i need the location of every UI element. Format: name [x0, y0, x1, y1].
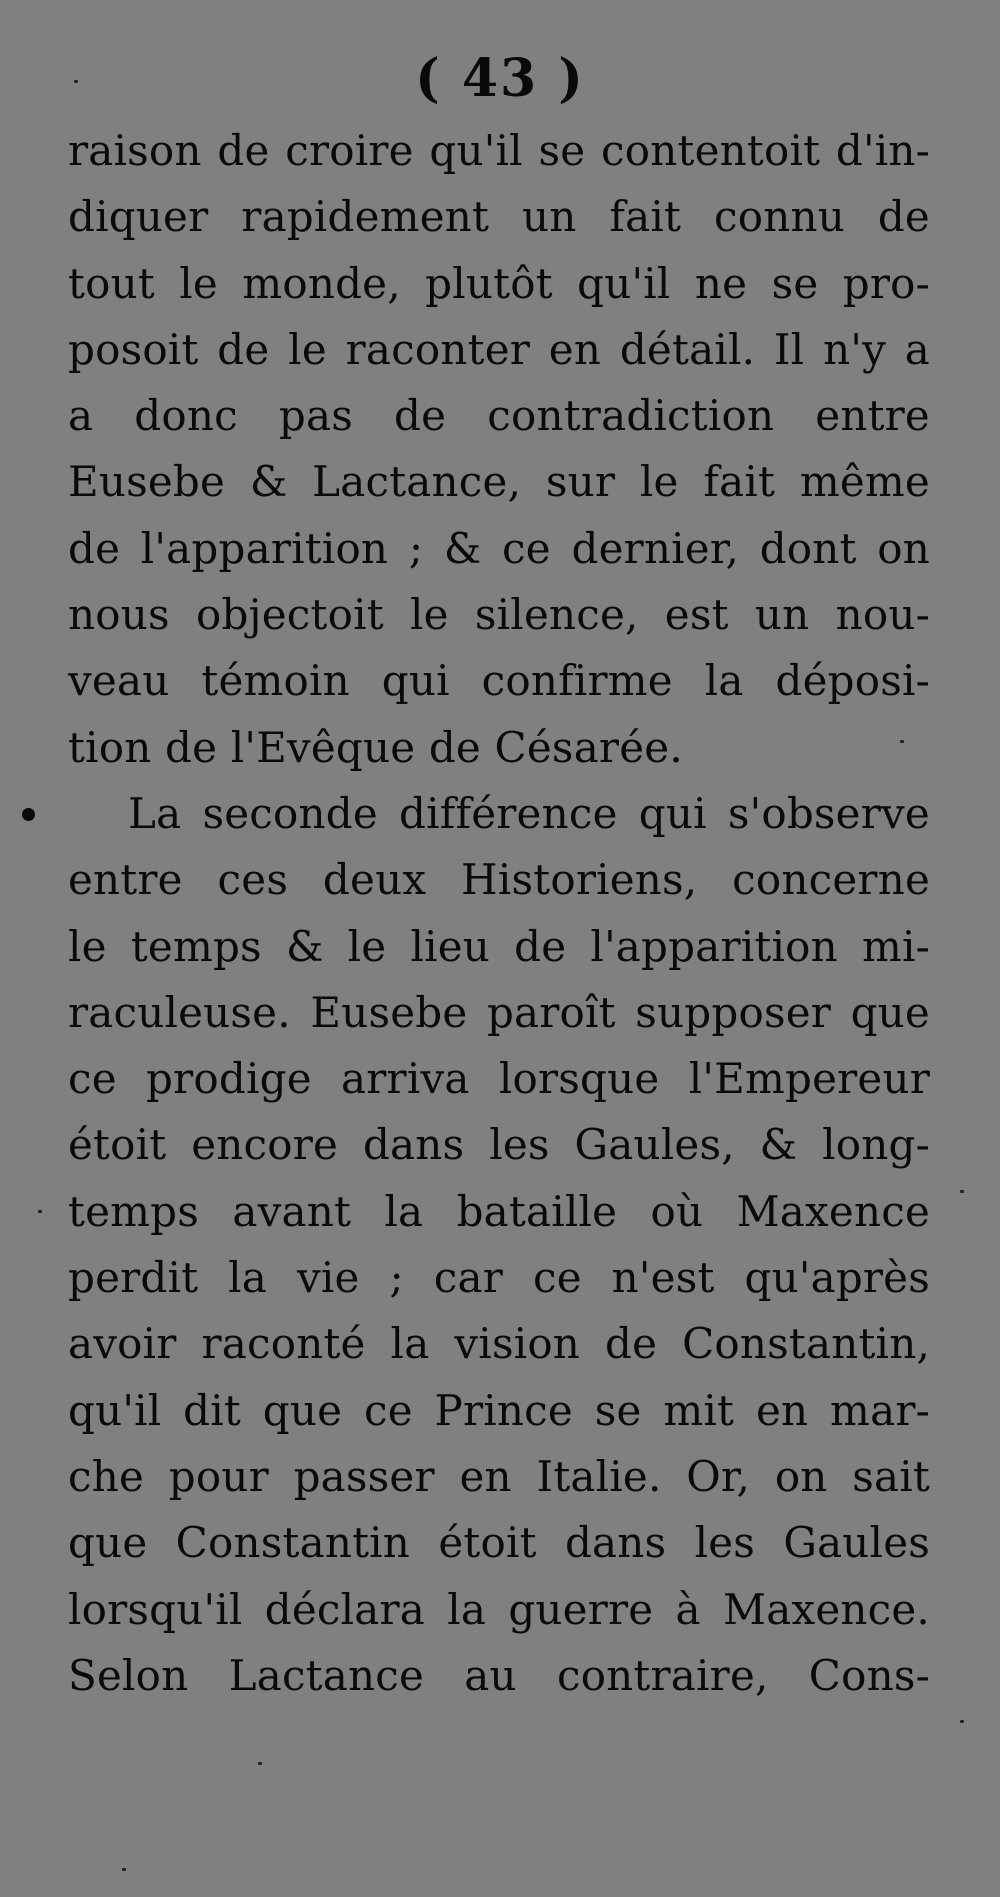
text-line: temps avant la bataille où Maxence	[68, 1186, 930, 1236]
ink-speck	[74, 80, 78, 83]
text-line: le temps & le lieu de l'apparition mi-	[68, 921, 930, 971]
text-line: diquer rapidement un fait connu de	[68, 192, 930, 242]
ink-speck	[258, 1762, 262, 1765]
text-line: posoit de le raconter en détail. Il n'y a	[68, 324, 930, 374]
text-line: tout le monde, plutôt qu'il ne se pro-	[68, 258, 930, 308]
body-text	[68, 118, 930, 1709]
text-line: que Constantin étoit dans les Gaules	[68, 1518, 930, 1568]
text-line: étoit encore dans les Gaules, & long-	[68, 1120, 930, 1170]
text-line-paragraph-start: La seconde différence qui s'observe	[128, 788, 930, 838]
ink-speck	[960, 1190, 964, 1193]
text-line-paragraph-end: tion de l'Evêque de Césarée.	[68, 722, 683, 772]
text-line: entre ces deux Historiens, concerne	[68, 855, 930, 905]
text-line: a donc pas de contradiction entre	[68, 391, 930, 441]
text-line: perdit la vie ; car ce n'est qu'après	[68, 1253, 930, 1303]
text-line: Eusebe & Lactance, sur le fait même	[68, 457, 930, 507]
text-line: Selon Lactance au contraire, Cons-	[68, 1650, 930, 1700]
text-line: veau témoin qui confirme la déposi-	[68, 656, 930, 706]
text-line: qu'il dit que ce Prince se mit en mar-	[68, 1385, 930, 1435]
ink-speck	[960, 1720, 964, 1723]
ink-speck	[38, 1210, 42, 1213]
text-line: raison de croire qu'il se contentoit d'in-	[68, 126, 930, 175]
ink-speck	[122, 1868, 126, 1871]
text-line: raculeuse. Eusebe paroît supposer que	[68, 987, 930, 1037]
text-line: nous objectoit le silence, est un nou-	[68, 590, 930, 640]
page-number: ( 43 )	[415, 48, 585, 109]
text-line: che pour passer en Italie. Or, on sait	[68, 1451, 930, 1501]
margin-bullet-mark	[22, 808, 35, 821]
text-line: avoir raconté la vision de Constantin,	[68, 1319, 930, 1369]
text-line: de l'apparition ; & ce dernier, dont on	[68, 523, 930, 573]
text-line: ce prodige arriva lorsque l'Empereur	[68, 1054, 930, 1104]
text-line: lorsqu'il déclara la guerre à Maxence.	[68, 1584, 930, 1634]
